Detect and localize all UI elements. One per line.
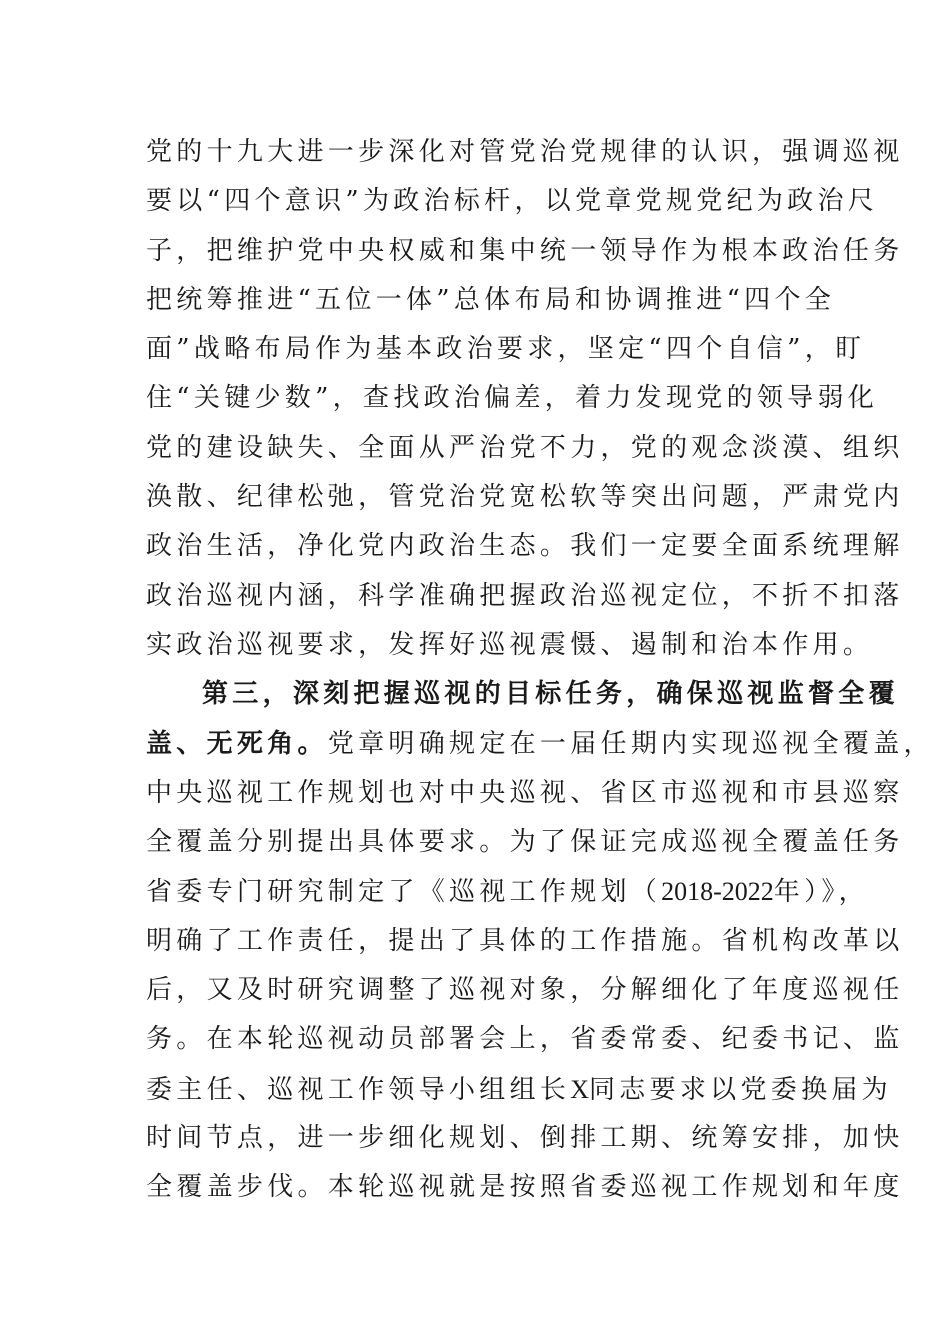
line-text: 明确了工作责任，提出了具体的工作措施。省机构改革以 bbox=[146, 925, 904, 956]
text-line-3 bbox=[146, 227, 904, 276]
line-text: 把统筹推进“五位一体”总体布局和协调推进“四个全 bbox=[146, 284, 836, 315]
text-line-18 bbox=[146, 966, 904, 1015]
text-line-21 bbox=[146, 1114, 904, 1163]
text-line-7 bbox=[146, 424, 904, 473]
line-text: 年）》， bbox=[773, 877, 869, 908]
text-line-1 bbox=[146, 128, 904, 177]
section-heading-text: 盖、无死角。 bbox=[146, 728, 328, 759]
text-line-8 bbox=[146, 473, 904, 522]
line-text: 党的建设缺失、全面从严治党不力，党的观念淡漠、组织 bbox=[146, 432, 904, 463]
text-line-11 bbox=[146, 621, 874, 670]
line-text: 中央巡视工作规划也对中央巡视、省区市巡视和市县巡察 bbox=[146, 777, 904, 808]
text-line-9 bbox=[146, 522, 904, 571]
line-text: 全覆盖分别提出具体要求。为了保证完成巡视全覆盖任务 bbox=[146, 827, 904, 858]
text-line-4 bbox=[146, 276, 846, 325]
line-text: 实政治巡视要求，发挥好巡视震慑、遏制和治本作用。 bbox=[146, 629, 874, 660]
line-text: 党章明确规定在一届任期内实现巡视全覆盖， bbox=[327, 728, 934, 759]
line-text: 涣散、纪律松弛，管党治党宽松软等突出问题，严肃党内 bbox=[146, 482, 904, 513]
section-heading-line bbox=[146, 670, 899, 719]
text-line-13 bbox=[146, 720, 934, 769]
year-range: 2018-2022 bbox=[661, 877, 774, 907]
line-text: 党的十九大进一步深化对管党治党规律的认识，强调巡视 bbox=[146, 137, 904, 167]
text-line-17 bbox=[146, 917, 904, 966]
text-line-10 bbox=[146, 572, 904, 621]
line-text: 住“关键少数”，查找政治偏差，着力发现党的领导弱化 bbox=[146, 383, 879, 414]
line-text: 省委专门研究制定了《巡视工作规划（ bbox=[146, 877, 662, 908]
text-line-22 bbox=[146, 1163, 904, 1212]
line-text: 后，又及时研究调整了巡视对象，分解细化了年度巡视任 bbox=[146, 975, 904, 1006]
line-text: 政治巡视内涵，科学准确把握政治巡视定位，不折不扣落 bbox=[146, 580, 904, 611]
line-text: 务。在本轮巡视动员部署会上，省委常委、纪委书记、监 bbox=[146, 1024, 904, 1055]
text-line-15 bbox=[146, 818, 904, 867]
line-text: 面”战略布局作为基本政治要求，坚定“四个自信”，盯 bbox=[146, 334, 866, 365]
line-text: 要以“四个意识”为政治标杆，以党章党规党纪为政治尺 bbox=[146, 186, 879, 217]
text-line-2 bbox=[146, 177, 879, 226]
text-line-5 bbox=[146, 325, 866, 374]
text-line-14 bbox=[146, 769, 904, 818]
person-placeholder: X bbox=[570, 1074, 589, 1104]
section-heading-text: 第三，深刻把握巡视的目标任务，确保巡视监督全覆 bbox=[202, 679, 899, 710]
line-text: 子，把维护党中央权威和集中统一领导作为根本政治任务 bbox=[146, 235, 904, 266]
text-line-16 bbox=[146, 867, 869, 916]
line-text: 时间节点，进一步细化规划、倒排工期、统筹安排，加快 bbox=[146, 1122, 904, 1153]
text-line-20 bbox=[146, 1065, 892, 1114]
body-text bbox=[146, 128, 934, 1213]
line-text: 政治生活，净化党内政治生态。我们一定要全面系统理解 bbox=[146, 531, 904, 562]
line-text: 委主任、巡视工作领导小组组长 bbox=[146, 1074, 571, 1105]
line-text: 同志要求以党委换届为 bbox=[588, 1074, 892, 1105]
text-line-19 bbox=[146, 1015, 904, 1064]
line-text: 全覆盖步伐。本轮巡视就是按照省委巡视工作规划和年度 bbox=[146, 1172, 904, 1203]
text-line-6 bbox=[146, 374, 879, 423]
